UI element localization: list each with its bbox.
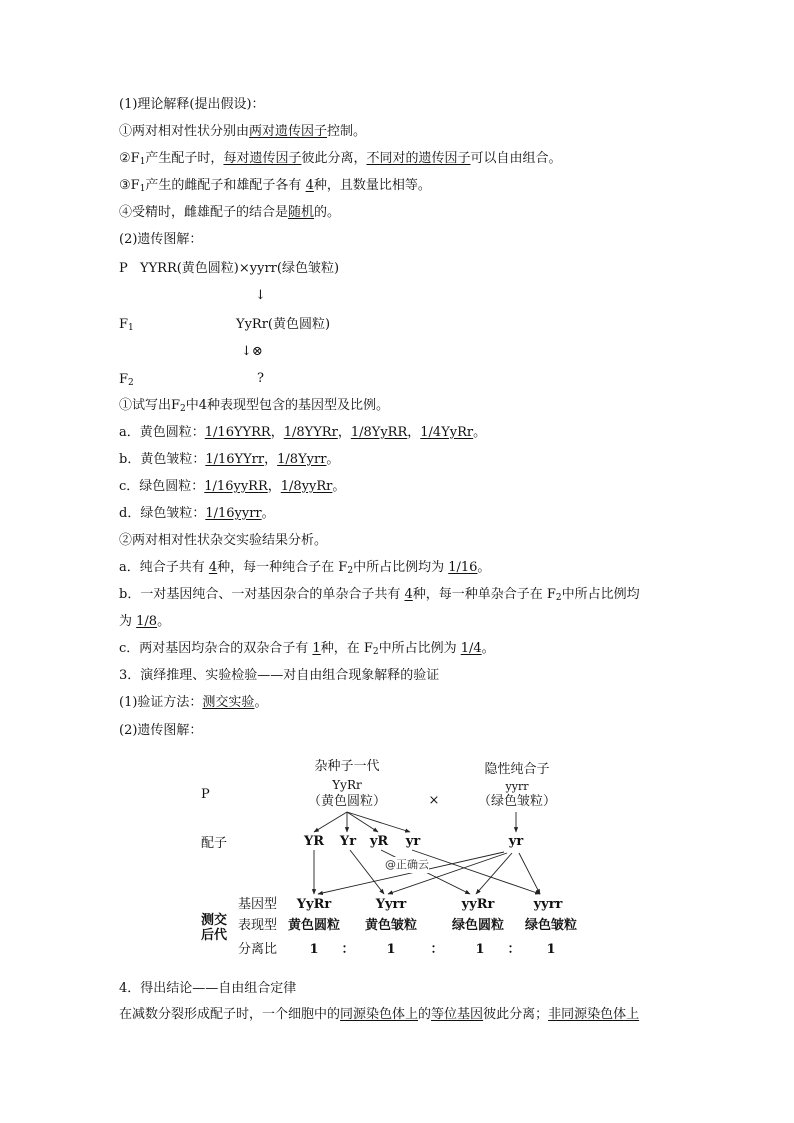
section-3-heading: 3．演绎推理、实验检验——对自由组合现象解释的验证 xyxy=(119,668,440,683)
arrow-p1-YR xyxy=(314,812,347,832)
p-label: P xyxy=(119,261,128,276)
theory-point-3: $③F_1$产生的雌配子和雄配子各有 4种，且数量比相等。 xyxy=(119,178,431,194)
f2-label: $F_2$ xyxy=(119,372,134,388)
ratio-colon-2: ： xyxy=(430,942,444,957)
p-cross: YYRR(黄色圆粒)×yyrr(绿色皱粒) xyxy=(140,261,340,276)
watermark: @正确云 xyxy=(385,858,429,871)
ratio-3: 1 xyxy=(475,942,485,957)
self-cross-arrow: ↓⊗ xyxy=(241,344,263,359)
gamete-label: 配子 xyxy=(201,836,228,851)
offspring-genotype-2: Yyrr xyxy=(375,897,407,912)
offspring-genotype-1: YyRr xyxy=(296,897,332,912)
diagram-heading: (2)遗传图解： xyxy=(119,232,203,247)
parent1-name: 杂种子一代 xyxy=(314,759,380,774)
theory-point-1: ①两对相对性状分别由两对遗传因子控制。 xyxy=(119,124,367,139)
ratio-2: 1 xyxy=(386,942,396,957)
analysis-a: a．纯合子共有 4种，每一种纯合子在 $F_2$中所占比例均为 1/16。 xyxy=(119,560,491,576)
analysis-heading: ②两对相对性状杂交实验结果分析。 xyxy=(119,533,328,548)
offspring-phenotype-1: 黄色圆粒 xyxy=(287,918,341,933)
analysis-c: c．两对基因均杂合的双杂合子有 1种，在 $F_2$中所占比例为 1/4。 xyxy=(119,641,495,657)
arrow-Yr-Yyrr xyxy=(350,850,384,894)
ratio-colon-3: ： xyxy=(507,942,521,957)
theory-heading: (1)理论解释(提出假设)： xyxy=(119,97,265,112)
arrow-p1-yr xyxy=(347,812,410,832)
verify-method: (1)验证方法：测交实验。 xyxy=(119,695,268,710)
ratio-colon-1: ： xyxy=(341,942,355,957)
gamete-YR: YR xyxy=(303,834,325,849)
analysis-b-line2: 为 1/8。 xyxy=(119,614,171,629)
offspring-phenotype-3: 绿色圆粒 xyxy=(451,918,505,933)
f1-genotype: YyRr(黄色圆粒) xyxy=(236,317,331,332)
testcross-diagram-heading: (2)遗传图解： xyxy=(119,723,203,738)
section-4-line: 在减数分裂形成配子时，一个细胞中的同源染色体上的等位基因彼此分离；非同源染色体上 xyxy=(119,1007,640,1022)
offspring-phenotype-2: 黄色皱粒 xyxy=(364,918,418,933)
offspring-genotype-3: yyRr xyxy=(461,897,495,912)
parent2-name: 隐性纯合子 xyxy=(484,762,550,777)
f1-label: $F_1$ xyxy=(119,317,134,333)
answer-a: a．黄色圆粒：1/16YYRR，1/8YYRr，1/8YyRR，1/4YyRr。 xyxy=(119,425,487,440)
parent2-genotype: yyrr xyxy=(505,780,529,793)
parent1-phenotype: （黄色圆粒） xyxy=(307,794,387,809)
f2-value: ? xyxy=(257,371,264,386)
gamete-yr-2: yr xyxy=(508,834,524,849)
arrow-p1-yR xyxy=(347,812,378,832)
section-4-heading: 4．得出结论——自由组合定律 xyxy=(119,981,297,996)
row-genotype-label: 基因型 xyxy=(238,897,278,912)
question-heading: ①试写出$F_2$中4种表现型包含的基因型及比例。 xyxy=(119,398,390,414)
offspring-label-1: 测交 xyxy=(201,913,228,928)
ratio-1: 1 xyxy=(309,942,319,957)
answer-c: c．绿色圆粒：1/16yyRR，1/8yyRr。 xyxy=(119,479,346,494)
offspring-phenotype-4: 绿色皱粒 xyxy=(524,918,578,933)
answer-d: d．绿色皱粒：1/16yyrr。 xyxy=(119,506,275,521)
answer-b: b．黄色皱粒：1/16YYrr，1/8Yyrr。 xyxy=(119,452,340,467)
gamete-Yr: Yr xyxy=(339,834,357,849)
row-phenotype-label: 表现型 xyxy=(238,918,278,933)
down-arrow: ↓ xyxy=(255,288,266,303)
theory-point-2: $②F_1$产生配子时，每对遗传因子彼此分离，不同对的遗传因子可以自由组合。 xyxy=(119,151,562,167)
gamete-yr-1: yr xyxy=(405,834,421,849)
offspring-genotype-4: yyrr xyxy=(533,897,563,912)
analysis-b-line1: b．一对基因纯合、一对基因杂合的单杂合子共有 4种，每一种单杂合子在 $F_2$中所占比例均 xyxy=(119,587,640,603)
parent1-genotype: YyRr xyxy=(332,778,362,792)
gamete-yR: yR xyxy=(369,834,389,849)
offspring-label-2: 后代 xyxy=(201,928,228,943)
theory-point-4: ④受精时，雌雄配子的结合是随机的。 xyxy=(119,205,341,220)
row-ratio-label: 分离比 xyxy=(238,942,278,957)
ratio-4: 1 xyxy=(546,942,556,957)
parent2-phenotype: （绿色皱粒） xyxy=(477,794,557,809)
testcross-p-label: P xyxy=(201,787,210,802)
cross-symbol: × xyxy=(428,793,440,808)
